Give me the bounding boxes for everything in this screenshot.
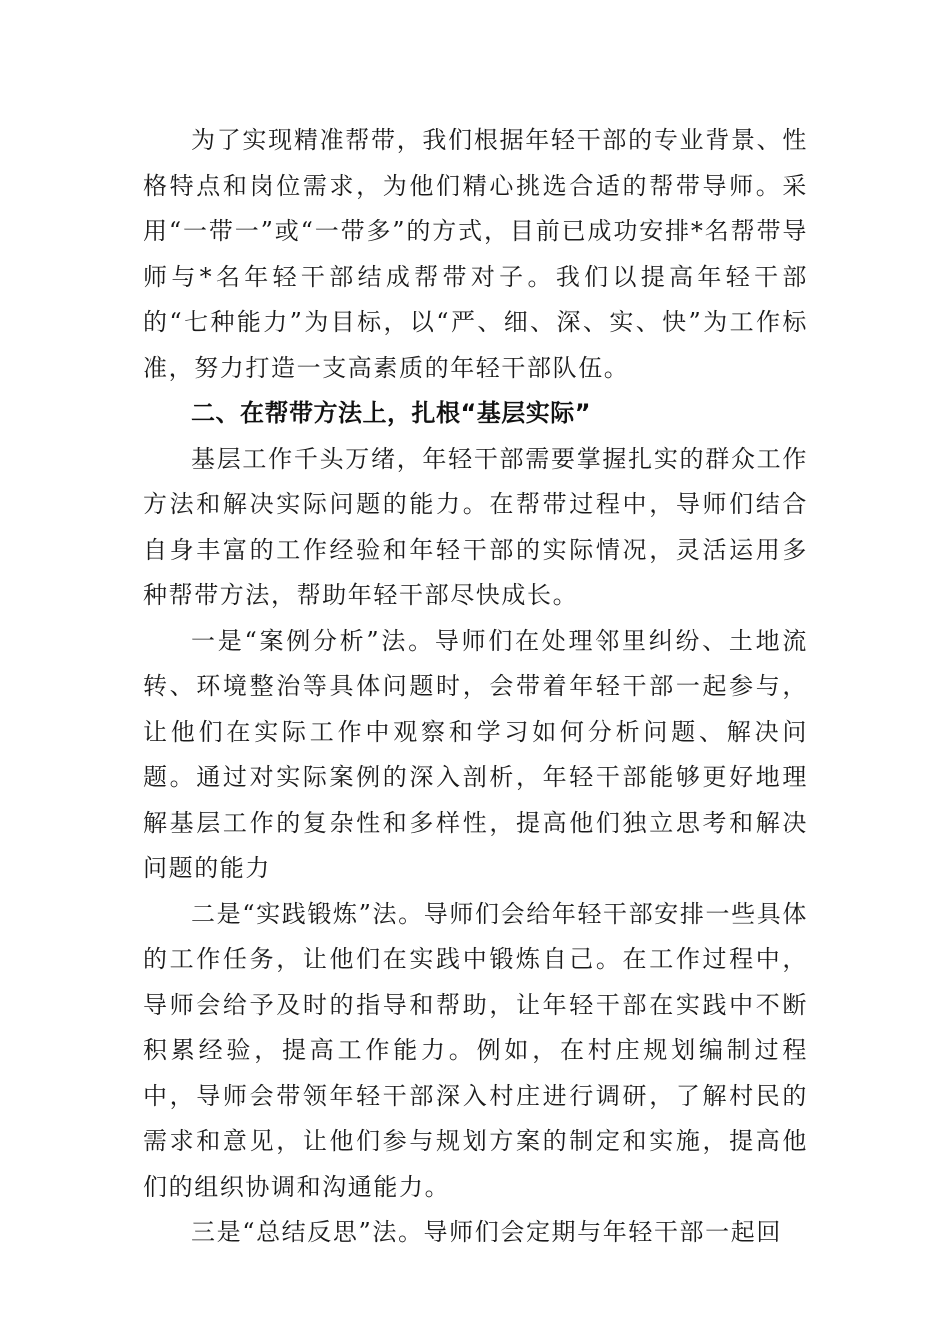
paragraph-reflection: 三是“总结反思”法。导师们会定期与年轻干部一起回 [191,1218,782,1246]
paragraph-grassroots-work: 基层工作千头万绪，年轻干部需要掌握扎实的群众工作方法和解决实际问题的能力。在帮带过程中，导师们结合自身丰富的工作经验和年轻干部的实际情况，灵活运用多种帮带方法，帮助年轻干部尽快成长。 [143,444,808,609]
document-body [143,118,808,1256]
paragraph-case-analysis: 一是“案例分析”法。导师们在处理邻里纠纷、土地流转、环境整治等具体问题时，会带着年轻干部一起参与，让他们在实际工作中观察和学习如何分析问题、解决问题。通过对实际案例的深入剖析，年轻干部能够更好地理解基层工作的复杂性和多样性，提高他们独立思考和解决问题的能力 [143,626,808,882]
paragraph-mentor-matching: 为了实现精准帮带，我们根据年轻干部的专业背景、性格特点和岗位需求，为他们精心挑选合适的帮带导师。采用“一带一”或“一带多”的方式，目前已成功安排*名帮带导师与*名年轻干部结成帮带对子。我们以提高年轻干部的“七种能力”为目标，以“严、细、深、实、快”为工作标准，努力打造一支高素质的年轻干部队伍。 [143,126,808,382]
paragraph-practice: 二是“实践锻炼”法。导师们会给年轻干部安排一些具体的工作任务，让他们在实践中锻炼自己。在工作过程中，导师会给予及时的指导和帮助，让年轻干部在实践中不断积累经验，提高工作能力。例如，在村庄规划编制过程中，导师会带领年轻干部深入村庄进行调研，了解村民的需求和意见，让他们参与规划方案的制定和实施，提高他们的组织协调和沟通能力。 [143,899,808,1201]
section-heading-methods: 二、在帮带方法上，扎根“基层实际” [191,399,592,427]
